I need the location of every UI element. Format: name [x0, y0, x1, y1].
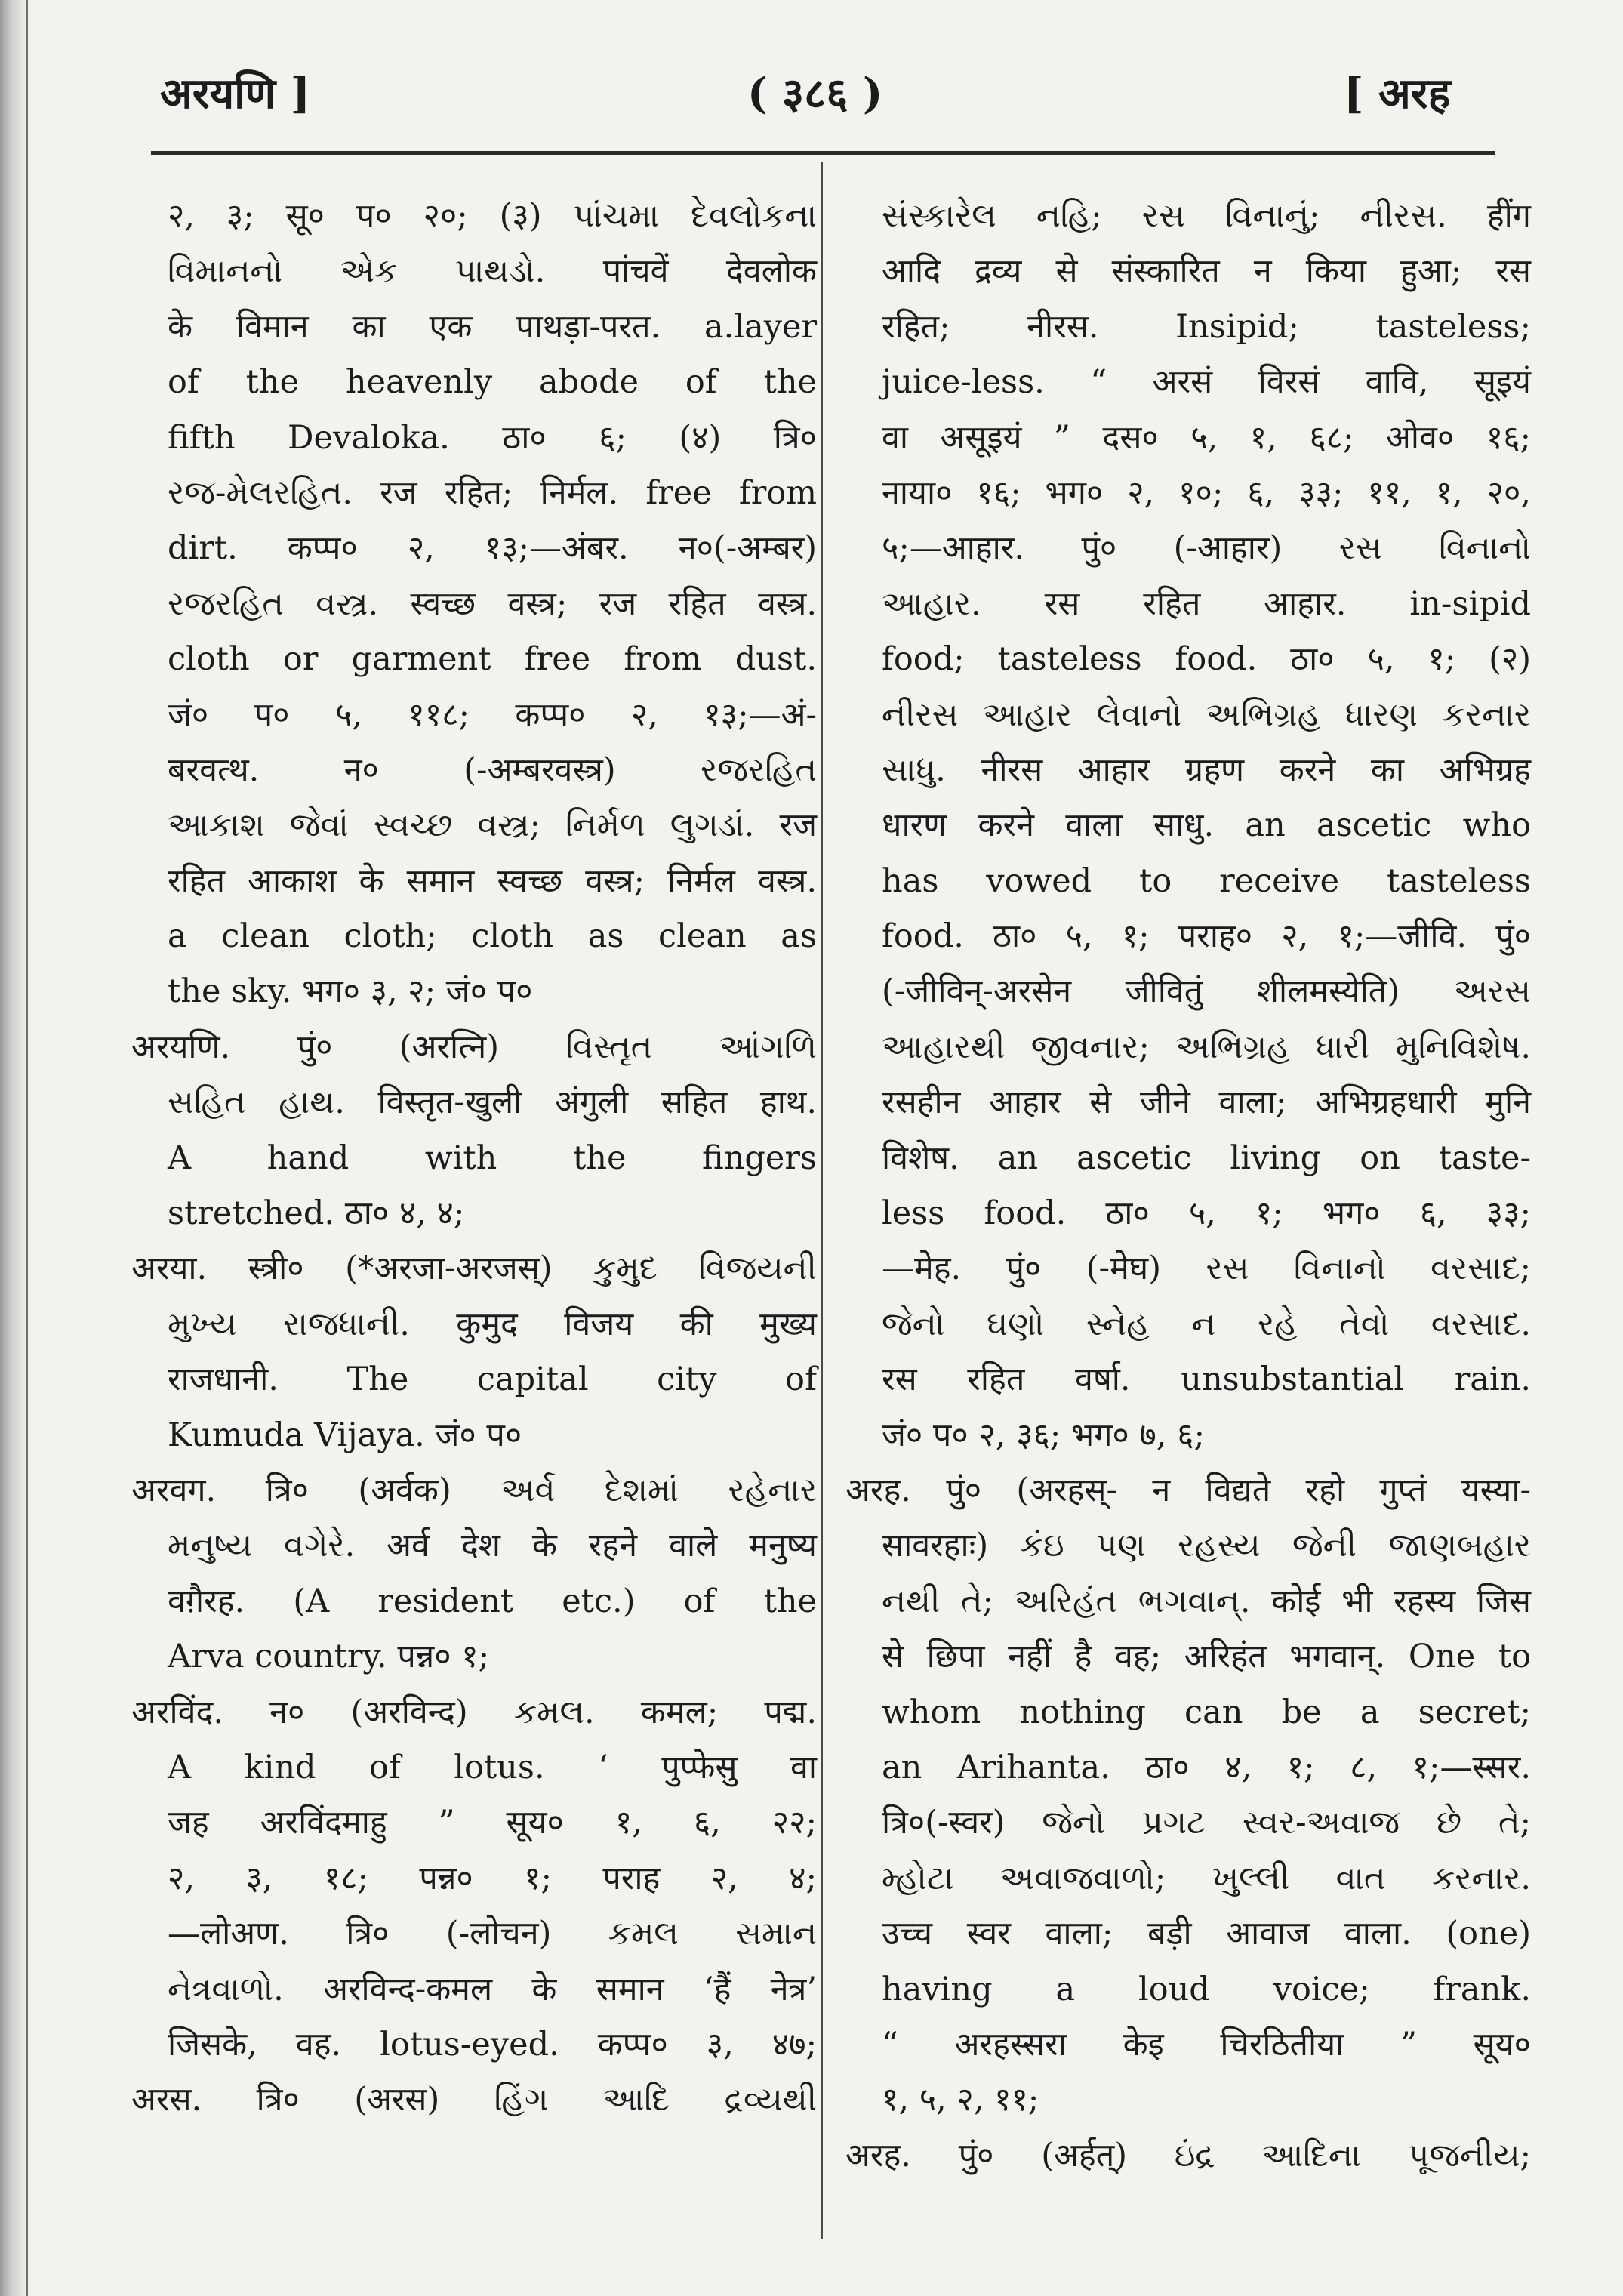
text-line: १, ५, २, ११;	[882, 2081, 1039, 2119]
text-line: નેત્રવાળો. अरविन्द-कमल के समान ‘हैं नेत्र’	[168, 1970, 817, 2008]
text-line: food. ठा० ५, १; पराह० २, १;—जीवि. पुं०	[882, 917, 1531, 956]
book-binding-shadow	[0, 0, 33, 2296]
text-line: रसहीन आहार से जीने वाला; अभिग्रहधारी मुनि	[882, 1083, 1531, 1122]
text-line: जं० प० ५, ११८; कप्प० २, १३;—अं-	[168, 695, 817, 734]
text-line: નીરસ આહાર લેવાનો અભિગ્રહ ધારણ કરનાર	[882, 695, 1531, 734]
text-line: food; tasteless food. ठा० ५, १; (२)	[882, 640, 1531, 679]
text-line: મનુષ્ય વગેરે. अर्व देश के रहने वाले मनुष्य	[168, 1527, 817, 1565]
text-line: ५;—आहार. पुं० (-आहार) રસ વિનાનો	[882, 529, 1531, 568]
text-line: cloth or garment free from dust.	[168, 640, 817, 679]
text-line: २, ३, १८; पन्न० १; पराह २, ४;	[168, 1859, 817, 1897]
column-divider	[821, 162, 823, 2239]
text-line: A kind of lotus. ‘ पुप्फेसु वा	[168, 1748, 817, 1786]
entry-headword-line: अरवग. त्रि० (अर्वक) અર્વ દેશમાં રહેનાર	[131, 1471, 817, 1509]
text-line: has vowed to receive tasteless	[882, 861, 1531, 900]
page-number: ( ३८६ )	[747, 69, 883, 119]
text-line: stretched. ठा० ४, ४;	[168, 1194, 465, 1233]
text-line: the sky. भग० ३, २; जं० प०	[168, 972, 533, 1011]
text-line: रहित; नीरस. Insipid; tasteless;	[882, 307, 1531, 346]
text-line: of the heavenly abode of the	[168, 363, 817, 402]
text-line: juice-less. “ अरसं विरसं वावि, सूइयं	[882, 363, 1531, 402]
text-line: विशेष. an ascetic living on taste-	[882, 1139, 1531, 1177]
text-line: આહાર. रस रहित आहार. in-sipid	[882, 584, 1531, 623]
text-line: जह अरविंदमाहु ” सूय० १, ६, २२;	[168, 1804, 817, 1842]
text-line: રજ-મેલરહિત. रज रहित; निर्मल. free from	[168, 473, 817, 512]
text-line: fifth Devaloka. ठा० ६; (४) त्रि०	[168, 418, 817, 457]
text-line: વિમાનનો એક પાથડો. पांचवें देवलोक	[168, 252, 817, 291]
text-line: जिसके, वह. lotus-eyed. कप्प० ३, ४७;	[168, 2025, 817, 2063]
text-line: a clean cloth; cloth as clean as	[168, 917, 817, 956]
text-line: whom nothing can be a secret;	[882, 1693, 1531, 1731]
text-line: रहित आकाश के समान स्वच्छ वस्त्र; निर्मल वस्त्र.	[168, 861, 817, 900]
text-line: dirt. कप्प० २, १३;—अंबर. न०(-अम्बर)	[168, 529, 817, 568]
text-line: સંસ્કારેલ નહિ; રસ વિનાનું; નીરસ. हींग	[882, 197, 1531, 235]
text-line: મ્હોટા અવાજવાળો; ખુલ્લી વાત કરનાર.	[882, 1859, 1531, 1897]
text-line: સાધુ. नीरस आहार ग्रहण करने का अभिग्रह	[882, 750, 1531, 789]
entry-headword-line: अरयणि. पुं० (अरत्नि) વિસ્તૃત આંગળિ	[131, 1028, 817, 1066]
left-column	[131, 189, 817, 2128]
entry-headword-line: अरस. त्रि० (अरस) હિંગ આદિ દ્રવ્યથી	[131, 2081, 817, 2119]
text-line: (-जीविन्-अरसेन जीवितुं शीलमस्येति) અરસ	[882, 972, 1531, 1011]
text-line: सावरहाः) કંઇ પણ રહસ્ય જેની જાણબહાર	[882, 1527, 1531, 1565]
header-rule	[151, 151, 1495, 155]
text-line: रस रहित वर्षा. unsubstantial rain.	[882, 1361, 1531, 1399]
text-line: उच्च स्वर वाला; बड़ी आवाज वाला. (one)	[882, 1915, 1531, 1953]
text-line: આહારથી જીવનાર; અભિગ્રહ ધારી મુનિવિશેષ.	[882, 1028, 1531, 1066]
text-line: २, ३; सू० प० २०; (३) પાંચમા દેવલોકના	[168, 197, 817, 235]
text-line: धारण करने वाला साधु. an ascetic who	[882, 806, 1531, 845]
running-head-right: [ अरह	[1344, 69, 1451, 119]
text-line: less food. ठा० ५, १; भग० ६, ३३;	[882, 1194, 1531, 1233]
text-line: के विमान का एक पाथड़ा-परत. a.layer	[168, 307, 817, 346]
text-line: an Arihanta. ठा० ४, १; ८, १;—स्सर.	[882, 1748, 1531, 1786]
text-line: જેનો ઘણો સ્નેહ ન રહે તેવો વરસાદ.	[882, 1305, 1531, 1343]
text-line: त्रि०(-स्वर) જેનો પ્રગટ સ્વર-અવાજ છે તે;	[882, 1804, 1531, 1842]
text-line: નથી તે; અરિહંત ભગવાન્. कोई भी रहस्य जिस	[882, 1582, 1531, 1620]
text-line: A hand with the fingers	[168, 1139, 817, 1177]
entry-headword-line: अरया. स्त्री० (*अरजा-अरजस्) કુમુદ વિજયની	[131, 1250, 817, 1288]
text-line: મુખ્ય રાજધાની. कुमुद विजय की मुख्य	[168, 1305, 817, 1343]
text-line: Arva country. पन्न० १;	[168, 1638, 490, 1676]
text-line: वग़ैरह. (A resident etc.) of the	[168, 1582, 817, 1620]
entry-headword-line: अरह. पुं० (अर्हत्) ઇંદ્ર આદિના પૂજનીય;	[845, 2136, 1531, 2174]
text-line: રજરહિત વસ્ત્ર. स्वच्छ वस्त्र; रज रहित वस्त्र.	[168, 584, 817, 623]
text-line: आदि द्रव्य से संस्कारित न किया हुआ; रस	[882, 252, 1531, 291]
text-line: Kumuda Vijaya. जं० प०	[168, 1416, 522, 1454]
text-line: —मेह. पुं० (-मेघ) રસ વિનાનો વરસાદ;	[882, 1250, 1531, 1288]
text-line: से छिपा नहीं है वह; अरिहंत भगवान्. One to	[882, 1638, 1531, 1676]
entry-headword-line: अरविंद. न० (अरविन्द) કમલ. कमल; पद्म.	[131, 1693, 817, 1731]
text-line: बरवत्थ. न० (-अम्बरवस्त्र) રજરહિત	[168, 750, 817, 789]
entry-headword-line: अरह. पुं० (अरहस्- न विद्यते रहो गुप्तं यस्या-	[845, 1471, 1531, 1509]
text-line: having a loud voice; frank.	[882, 1970, 1531, 2008]
text-line: वा असूइयं ” दस० ५, १, ६८; ओव० १६;	[882, 418, 1531, 457]
text-line: नाया० १६; भग० २, १०; ६, ३३; ११, १, २०,	[882, 473, 1531, 512]
text-line: સહિત હાથ. विस्तृत-खुली अंगुली सहित हाथ.	[168, 1083, 817, 1122]
text-line: આકાશ જેવાં સ્વચ્છ વસ્ત્ર; નિર્મળ લુગડાં. रज	[168, 806, 817, 845]
text-line: “ अरहस्सरा केइ चिरठितीया ” सूय०	[882, 2025, 1531, 2063]
running-head-left: अरयणि ]	[160, 69, 311, 119]
text-line: —लोअण. त्रि० (-लोचन) કમલ સમાન	[168, 1915, 817, 1953]
text-line: जं० प० २, ३६; भग० ७, ६;	[882, 1416, 1205, 1454]
right-column	[845, 189, 1531, 2184]
binding-edge	[26, 0, 28, 2296]
text-line: राजधानी. The capital city of	[168, 1361, 817, 1399]
